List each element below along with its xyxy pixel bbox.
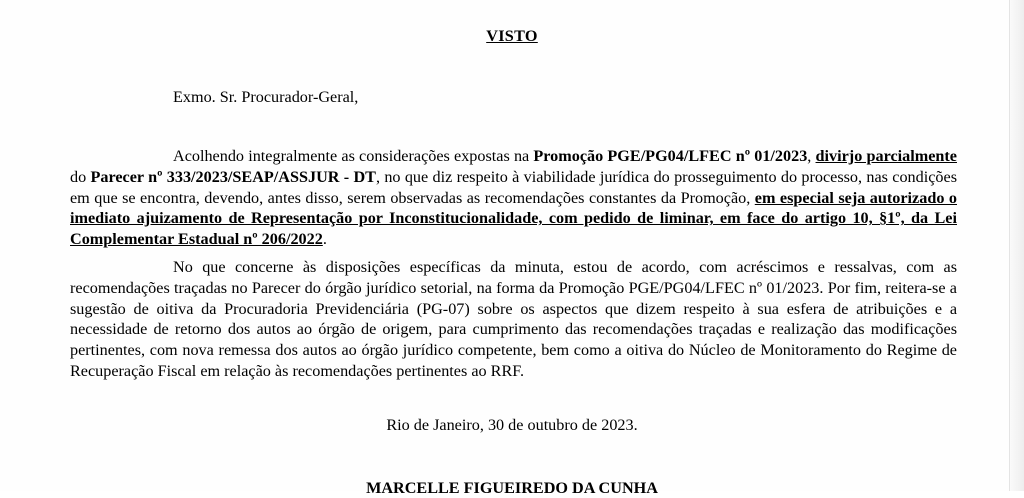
greeting: Exmo. Sr. Procurador-Geral, <box>173 88 359 106</box>
p1-promocao-ref: Promoção PGE/PG04/LFEC nº 01/2023 <box>533 147 808 165</box>
p1-parecer-ref: Parecer nº 333/2023/SEAP/ASSJUR - DT <box>90 167 376 186</box>
p1-divirjo-parcialmente: divirjo parcialmente <box>815 147 957 165</box>
paragraph-1 <box>70 146 957 250</box>
p1-recommendation-highlight: em especial seja autorizado o imediato ajuizamento de Representação por Inconstitucionalidade, com pedido de liminar, em face do artigo 10, §1º, da Lei Complementar Estadual nº 206/2022 <box>70 188 957 249</box>
p1-text-2: , <box>807 147 816 165</box>
p1-text-4: , no que diz respeito à viabilidade jurídica do prosseguimento do processo, nas condições em que se encontra, devendo, antes disso, serem observadas as recomendações constantes da Promoção, <box>70 167 957 207</box>
paragraph-2: No que concerne às disposições específicas da minuta, estou de acordo, com acréscimos e ressalvas, com as recomendações traçadas no Parecer do órgão jurídico setorial, na forma da Promoção PGE/PG04/LFEC nº 01/2023. Por fim, reitera-se a sugestão de oitiva da Procuradoria Previdenciária (PG-07) sobre os aspectos que dizem respeito à sua esfera de atribuições e a necessidade de retorno dos autos ao órgão de origem, para cumprimento das recomendações traçadas e realização das modificações pertinentes, com nova remessa dos autos ao órgão jurídico competente, bem como a oitiva do Núcleo de Monitoramento do Regime de Recuperação Fiscal em relação às recomendações pertinentes ao RRF. <box>70 258 957 380</box>
document-title: VISTO <box>486 27 538 45</box>
p1-text-3: do <box>70 167 91 186</box>
date-line: Rio de Janeiro, 30 de outubro de 2023. <box>386 416 638 434</box>
p1-text-5: . <box>322 230 327 249</box>
signature-name: MARCELLE FIGUEIREDO DA CUNHA <box>366 479 658 497</box>
p1-text-1: Acolhendo integralmente as considerações expostas na <box>173 147 534 165</box>
